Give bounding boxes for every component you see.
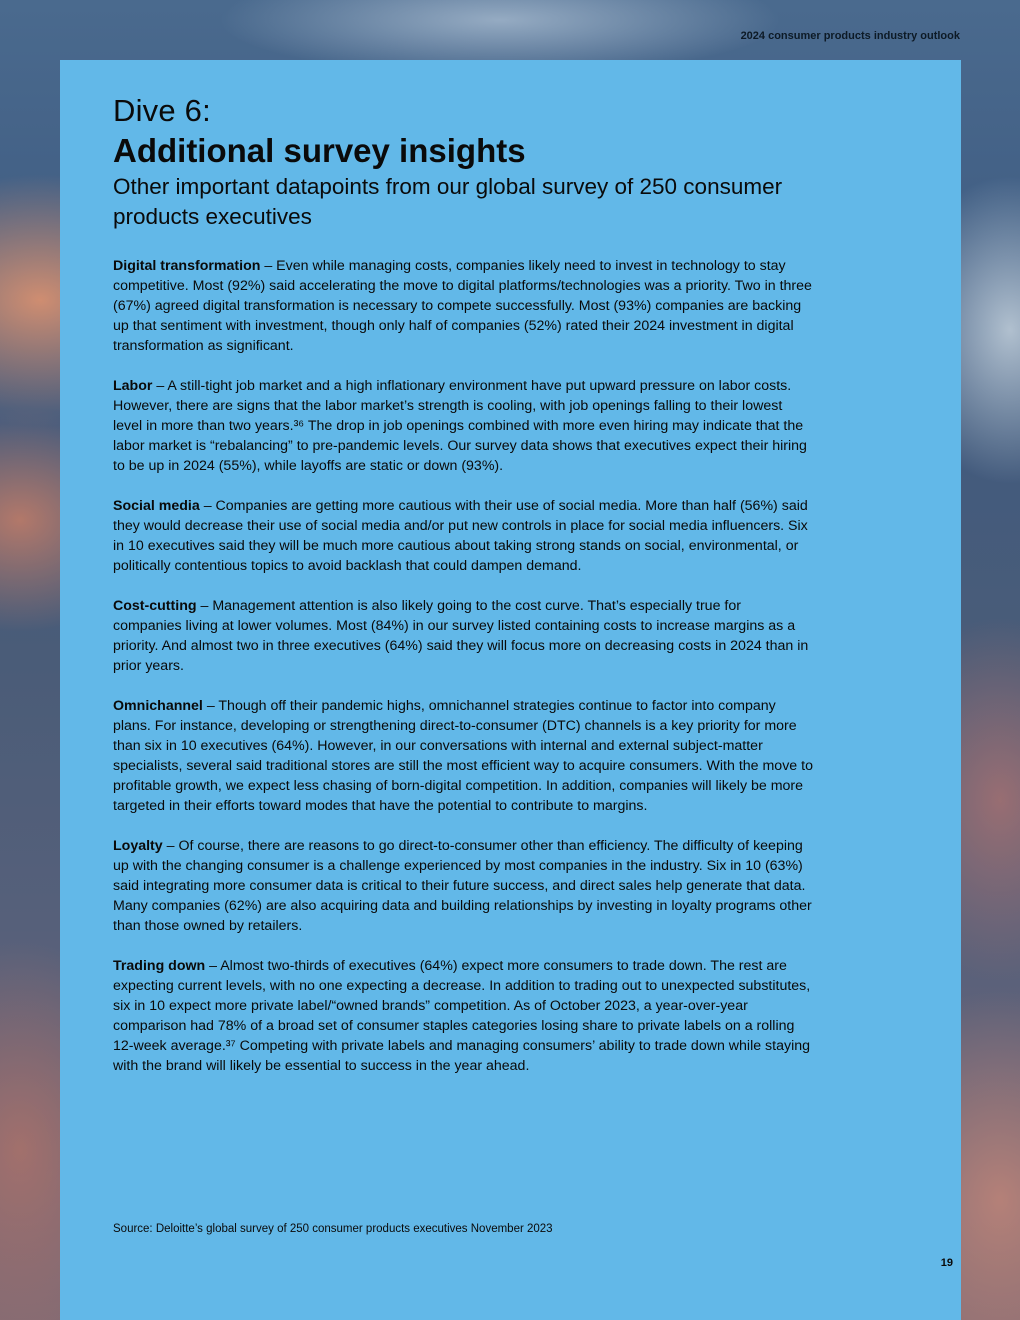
- section-label: Loyalty: [113, 838, 163, 854]
- report-title: 2024 consumer products industry outlook: [740, 30, 960, 42]
- section-trading-down: [113, 956, 813, 1076]
- section-digital-transformation: [113, 256, 813, 356]
- section-social-media: [113, 496, 813, 576]
- section-label: Social media: [113, 498, 200, 514]
- section-label: Trading down: [113, 958, 206, 974]
- section-label: Cost-cutting: [113, 598, 197, 614]
- section-label: Labor: [113, 378, 153, 394]
- content-panel: [60, 60, 961, 1320]
- section-omnichannel: [113, 696, 813, 816]
- section-label: Digital transformation: [113, 258, 261, 274]
- dive-label: Dive 6:: [113, 93, 211, 128]
- section-text: – Companies are getting more cautious with their use of social media. More than half (56%) said they would decrease their use of social media and/or put new controls in place for social media influencers. Six in 10 executives said they will be much more cautious about taking strong stands on social, environmental, or politically contentious topics to avoid backlash that could dampen demand.: [113, 498, 808, 574]
- section-text: – Of course, there are reasons to go direct-to-consumer other than efficiency. The difficulty of keeping up with the changing consumer is a challenge experienced by most companies in the industry. Six in 10 (63%) said integrating more consumer data is critical to their future success, and direct sales help generate that data. Many companies (62%) are also acquiring data and building relationships by investing in loyalty programs other than those owned by retailers.: [113, 838, 812, 934]
- section-text: – Even while managing costs, companies likely need to invest in technology to stay competitive. Most (92%) said accelerating the move to digital platforms/technologies was a priority. Two in three (67%) agreed digital transformation is necessary to compete successfully. Most (93%) companies are backing up that sentiment with investment, though only half of companies (52%) rated their 2024 investment in digital transformation as significant.: [113, 258, 812, 354]
- page-title: Additional survey insights: [113, 132, 526, 169]
- section-labor: [113, 376, 813, 476]
- section-label: Omnichannel: [113, 698, 203, 714]
- section-cost-cutting: [113, 596, 813, 676]
- page-subtitle: Other important datapoints from our global survey of 250 consumer products executives: [113, 174, 783, 229]
- section-loyalty: [113, 836, 813, 936]
- section-text: – A still-tight job market and a high inflationary environment have put upward pressure on labor costs. However, there are signs that the labor market’s strength is cooling, with job openings falling to their lowest level in more than two years.³⁶ The drop in job openings combined with more even hiring may indicate that the labor market is “rebalancing” to pre-pandemic levels. Our survey data shows that executives expect their hiring to be up in 2024 (55%), while layoffs are static or down (93%).: [113, 378, 807, 474]
- article-body: [113, 92, 813, 1096]
- page-number: 19: [940, 1257, 953, 1269]
- section-text: – Almost two-thirds of executives (64%) expect more consumers to trade down. The rest are expecting current levels, with no one expecting a decrease. In addition to trading out to unexpected substitutes, six in 10 expect more private label/“owned brands” competition. As of October 2023, a year-over-year comparison had 78% of a broad set of consumer staples categories losing share to private labels on a rolling 12-week average.³⁷ Competing with private labels and managing consumers’ ability to trade down while staying with the brand will likely be essential to success in the year ahead.: [113, 958, 811, 1074]
- section-text: – Management attention is also likely going to the cost curve. That’s especially true for companies living at lower volumes. Most (84%) in our survey listed containing costs to increase margins as a priority. And almost two in three executives (64%) said they will focus more on decreasing costs in 2024 than in prior years.: [113, 598, 809, 674]
- source-note: Source: Deloitte’s global survey of 250 consumer products executives November 2023: [113, 1223, 553, 1235]
- section-text: – Though off their pandemic highs, omnichannel strategies continue to factor into company plans. For instance, developing or strengthening direct-to-consumer (DTC) channels is a key priority for more than six in 10 executives (64%). However, in our conversations with internal and external subject-matter specialists, several said traditional stores are still the most efficient way to acquire consumers. With the move to profitable growth, we expect less chasing of born-digital competition. In addition, companies will likely be more targeted in their efforts toward modes that have the potential to contribute to margins.: [113, 698, 813, 814]
